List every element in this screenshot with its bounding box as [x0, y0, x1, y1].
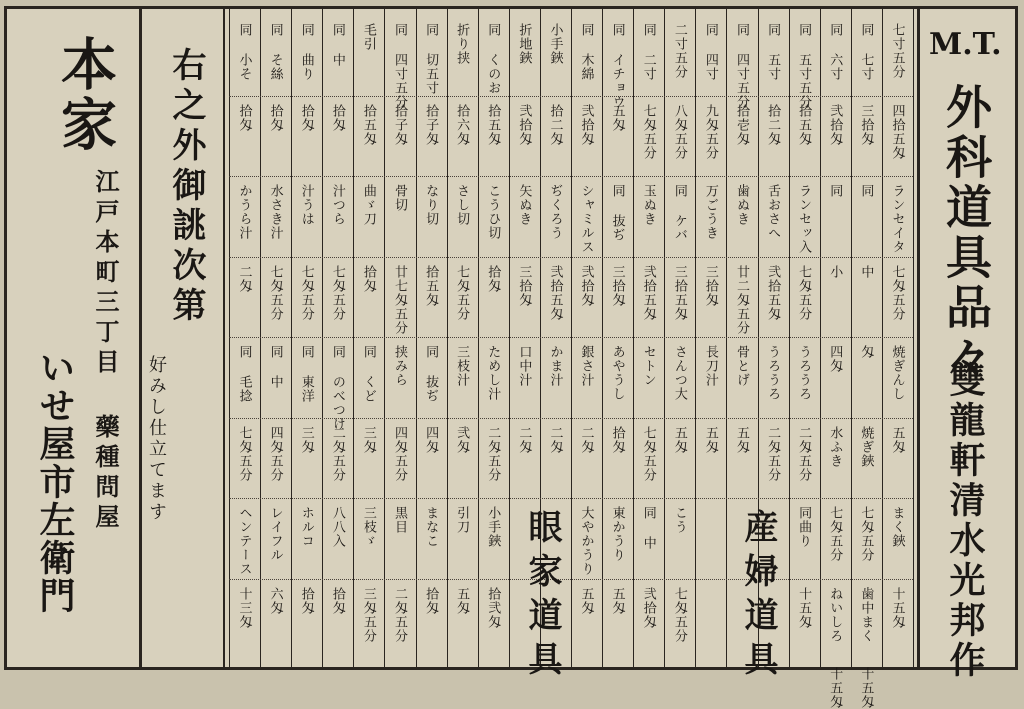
column-divider	[509, 9, 510, 667]
item-entry: 同 中	[329, 23, 345, 67]
item-entry: 長刀汁	[702, 345, 718, 387]
column-divider	[478, 9, 479, 667]
item-entry: 玉ぬき	[640, 184, 656, 226]
item-entry: 四匁五分	[392, 425, 407, 482]
item-entry: 同 二寸	[640, 23, 656, 81]
item-entry: こう	[671, 506, 687, 534]
row-rule	[229, 579, 913, 580]
item-entry: 同 六寸	[827, 23, 843, 81]
item-entry: 同曲り	[796, 506, 812, 548]
page-title: 外科道具品々	[939, 83, 993, 383]
column-divider	[322, 9, 323, 667]
item-entry: 拾匁	[485, 264, 501, 293]
item-entry: 拾匁	[298, 103, 314, 132]
shop-address: 江戸本町三丁目 藥種問屋	[91, 169, 120, 534]
item-entry: 七匁五分	[858, 506, 874, 562]
column-divider	[447, 9, 448, 667]
frame-rule-left	[139, 9, 142, 667]
item-entry: まく鋏	[889, 506, 905, 548]
item-entry: 七匁五分	[640, 425, 656, 482]
item-entry: 九匁五分	[702, 103, 718, 160]
item-entry: 汁うは	[298, 184, 314, 226]
item-entry: 五匁	[454, 586, 470, 615]
item-entry: 二匁	[516, 425, 532, 454]
item-entry: 同 四寸	[702, 23, 718, 81]
item-entry: 七匁五分	[298, 264, 314, 321]
item-entry: 五匁	[671, 425, 687, 454]
item-entry: 挟みら	[392, 345, 407, 387]
item-entry: 三匁五分	[360, 586, 376, 643]
item-entry: ためし汁	[485, 345, 501, 401]
item-entry: 毛引	[360, 23, 376, 51]
item-entry: ランセイタ	[889, 184, 905, 254]
item-entry: 黒目	[392, 506, 407, 534]
row-rule	[229, 257, 913, 258]
item-entry: 同 小そ	[236, 23, 252, 81]
row-rule	[229, 337, 913, 338]
item-entry: 大やかうり	[578, 506, 594, 576]
item-entry: 七匁五分	[827, 506, 843, 562]
title-mark: M.T.	[929, 27, 1002, 62]
item-entry: 同 曲り	[298, 23, 314, 81]
item-entry: 五匁	[702, 425, 718, 454]
item-entry: こうひ切	[485, 184, 501, 240]
item-entry: 弐拾五匁	[765, 264, 781, 321]
item-entry: 弐匁	[454, 425, 470, 454]
item-entry: 同 抜ぢ	[609, 184, 625, 242]
item-entry: 小手鋏	[485, 506, 501, 548]
column-divider	[571, 9, 572, 667]
item-entry: 拾匁	[298, 586, 314, 615]
item-entry: 十三匁	[236, 586, 252, 629]
item-entry: 水さき汁	[267, 184, 283, 240]
item-entry: 折り挟	[454, 23, 470, 65]
item-entry: 七匁五分	[454, 264, 470, 321]
item-entry: レイフル	[267, 506, 283, 562]
item-entry: 七匁五分	[640, 103, 656, 160]
shop-brush-signature: いせ屋市左衛門	[34, 349, 76, 615]
item-entry: 二寸五分	[671, 23, 687, 79]
section-sanfu-title: 産婦道具	[738, 509, 778, 685]
item-entry: 同 四寸五分	[392, 23, 407, 109]
item-entry: 同 毛捻	[236, 345, 252, 403]
item-entry: 引刀	[454, 506, 470, 534]
item-entry: 二匁	[578, 425, 594, 454]
item-entry: 歯ぬき	[734, 184, 749, 226]
row-rule	[229, 498, 913, 499]
item-entry: 七匁五分	[796, 264, 812, 321]
item-entry: 七匁五分	[267, 264, 283, 321]
item-entry: 弐拾匁	[640, 586, 656, 629]
item-entry: 廿七匁五分	[392, 264, 407, 335]
item-entry: 七寸五分	[889, 23, 905, 79]
item-entry: 七匁五分	[236, 425, 252, 482]
item-entry: 弐拾匁	[516, 103, 532, 146]
item-entry: うろうろ	[796, 345, 812, 401]
column-divider	[260, 9, 261, 667]
item-entry: 拾子匁	[392, 103, 407, 146]
item-entry: 三匁	[298, 425, 314, 454]
frame-rule-right	[917, 9, 920, 667]
custom-order-note: 右之外御誂次第	[166, 47, 206, 327]
item-entry: 同 くど	[360, 345, 376, 403]
item-entry: 拾匁	[329, 586, 345, 615]
item-entry: 同 くのお	[485, 23, 501, 95]
item-entry: 同	[827, 184, 843, 198]
item-entry: さし切	[454, 184, 470, 226]
item-entry: ねいしろ	[827, 586, 843, 643]
catalog-sheet	[4, 6, 1018, 709]
item-entry: 二匁五分	[765, 425, 781, 482]
item-entry: 三枝汁	[454, 345, 470, 387]
item-entry: シャミルス	[578, 184, 594, 254]
item-entry: 三拾五匁	[671, 264, 687, 321]
item-entry: 六匁	[267, 586, 283, 615]
item-entry: 弐拾五匁	[640, 264, 656, 321]
item-entry: 同 五寸五分	[796, 23, 812, 109]
item-entry: 二匁	[236, 264, 252, 293]
row-rule	[229, 176, 913, 177]
item-entry: 拾匁	[423, 586, 439, 615]
item-entry: 二匁五分	[796, 425, 812, 482]
item-entry: ホルコ	[298, 506, 314, 548]
item-entry: 同 中	[267, 345, 283, 389]
item-entry: かま汁	[547, 345, 563, 387]
item-entry: 同 抜ぢ	[423, 345, 439, 403]
item-entry: 四匁五分	[267, 425, 283, 482]
item-entry: 東かうり	[609, 506, 625, 562]
item-entry: 小手鋏	[547, 23, 563, 65]
item-entry: 水ふき	[827, 425, 843, 468]
item-entry: 同 東洋	[298, 345, 314, 403]
item-entry: 二匁五分	[485, 425, 501, 482]
item-entry: 同	[858, 184, 874, 198]
item-entry: 万ごうき	[702, 184, 718, 240]
column-divider	[913, 9, 914, 667]
item-entry: さんつ大	[671, 345, 687, 401]
item-entry: 拾二匁	[547, 103, 563, 146]
item-entry: 七匁五分	[889, 264, 905, 321]
item-entry: 二匁	[547, 425, 563, 454]
item-entry: 拾五匁	[423, 264, 439, 307]
item-entry: 十五匁	[858, 667, 874, 709]
column-divider	[664, 9, 665, 667]
item-entry: ランセッ入	[796, 184, 812, 254]
item-entry: うろうろ	[765, 345, 781, 401]
item-entry: 二匁五分	[329, 425, 345, 482]
item-entry: まなこ	[423, 506, 439, 548]
item-entry: 四拾五匁	[889, 103, 905, 160]
item-entry: 同 木綿	[578, 23, 594, 81]
item-entry: 拾弐匁	[485, 586, 501, 629]
item-entry: 骨とげ	[734, 345, 749, 387]
item-entry: 同 ケバ	[671, 184, 687, 242]
item-entry: 拾五匁	[360, 103, 376, 146]
item-entry: 拾二匁	[765, 103, 781, 146]
item-entry: 同 切五寸	[423, 23, 439, 95]
item-entry: 弐拾匁	[578, 264, 594, 307]
section-ganka-title: 眼家道具	[522, 509, 562, 685]
item-entry: 弐拾五匁	[547, 264, 563, 321]
column-divider	[291, 9, 292, 667]
item-entry: 弐拾匁	[578, 103, 594, 146]
item-entry: 拾五匁	[485, 103, 501, 146]
item-entry: セトン	[640, 345, 656, 387]
column-divider	[416, 9, 417, 667]
column-divider	[851, 9, 852, 667]
item-entry: 四匁	[827, 345, 843, 373]
column-divider	[789, 9, 790, 667]
item-entry: 十五匁	[889, 586, 905, 629]
item-entry: 拾匁	[267, 103, 283, 132]
item-entry: 三拾匁	[858, 103, 874, 146]
column-divider	[820, 9, 821, 667]
item-entry: 同 七寸	[858, 23, 874, 81]
item-entry: 曲ゞ刀	[360, 184, 376, 226]
item-entry: ヘンテース	[236, 506, 252, 576]
item-entry: 骨切	[392, 184, 407, 212]
item-entry: 拾匁	[236, 103, 252, 132]
honke-title: 本家	[52, 35, 118, 155]
item-entry: 五匁	[734, 425, 749, 454]
item-entry: 中	[858, 264, 874, 279]
item-entry: 同 イチョウ	[609, 23, 625, 109]
column-divider	[633, 9, 634, 667]
item-entry: 十五匁	[827, 667, 843, 709]
item-entry: 五匁	[578, 586, 594, 615]
item-entry: 拾六匁	[454, 103, 470, 146]
item-entry: 拾匁	[609, 425, 625, 454]
item-entry: 拾匁	[360, 264, 376, 293]
item-entry: 三匁	[360, 425, 376, 454]
item-entry: 七匁五分	[671, 586, 687, 643]
column-divider	[695, 9, 696, 667]
item-entry: 三拾匁	[516, 264, 532, 307]
item-entry: かうら汁	[236, 184, 252, 240]
frame-rule-mid	[223, 9, 225, 667]
item-entry: 歯中まく	[858, 586, 874, 643]
column-divider	[384, 9, 385, 667]
item-entry: 匁	[858, 345, 874, 359]
item-entry: あやうし	[609, 345, 625, 401]
item-entry: 折地鋏	[516, 23, 532, 65]
maker-name: 雙龍軒清水光邦作	[944, 361, 986, 681]
item-entry: 二匁五分	[392, 586, 407, 643]
item-entry: 三枝ゞ	[360, 506, 376, 548]
item-entry: 舌おさへ	[765, 184, 781, 240]
item-entry: なり切	[423, 184, 439, 226]
item-entry: 五匁	[609, 586, 625, 615]
column-divider	[726, 9, 727, 667]
item-entry: 汁つら	[329, 184, 345, 226]
item-entry: ぢくろう	[547, 184, 563, 240]
item-entry: 五匁	[889, 425, 905, 454]
item-entry: 拾壱匁	[734, 103, 749, 146]
item-entry: 矢ぬき	[516, 184, 532, 226]
item-entry: 同 のべつけ	[329, 345, 345, 431]
item-entry: 三拾匁	[609, 264, 625, 307]
column-divider	[353, 9, 354, 667]
item-entry: 三拾匁	[702, 264, 718, 307]
custom-order-small: 好みし仕立てます	[146, 355, 167, 523]
item-entry: 五匁	[609, 103, 625, 132]
item-entry: 八八入	[329, 506, 345, 548]
item-entry: 四匁	[423, 425, 439, 454]
item-entry: 八匁五分	[671, 103, 687, 160]
item-entry: 廿二匁五分	[734, 264, 749, 335]
item-entry: 七匁五分	[329, 264, 345, 321]
item-entry: 銀さ汁	[578, 345, 594, 387]
item-entry: 同 四寸五分	[734, 23, 749, 109]
item-entry: 焼ぎ鋏	[858, 425, 874, 468]
column-divider	[602, 9, 603, 667]
item-entry: 十五匁	[796, 586, 812, 629]
column-divider	[882, 9, 883, 667]
item-entry: 焼ぎんし	[889, 345, 905, 401]
item-entry: 拾匁	[329, 103, 345, 132]
item-entry: 同 そ絲	[267, 23, 283, 81]
item-entry: 口中汁	[516, 345, 532, 387]
item-entry: 小	[827, 264, 843, 279]
item-entry: 拾子匁	[423, 103, 439, 146]
item-entry: 同 中	[640, 506, 656, 550]
item-entry: 弐拾匁	[827, 103, 843, 146]
column-divider	[229, 9, 230, 667]
item-entry: 拾五匁	[796, 103, 812, 146]
item-entry: 同 五寸	[765, 23, 781, 81]
